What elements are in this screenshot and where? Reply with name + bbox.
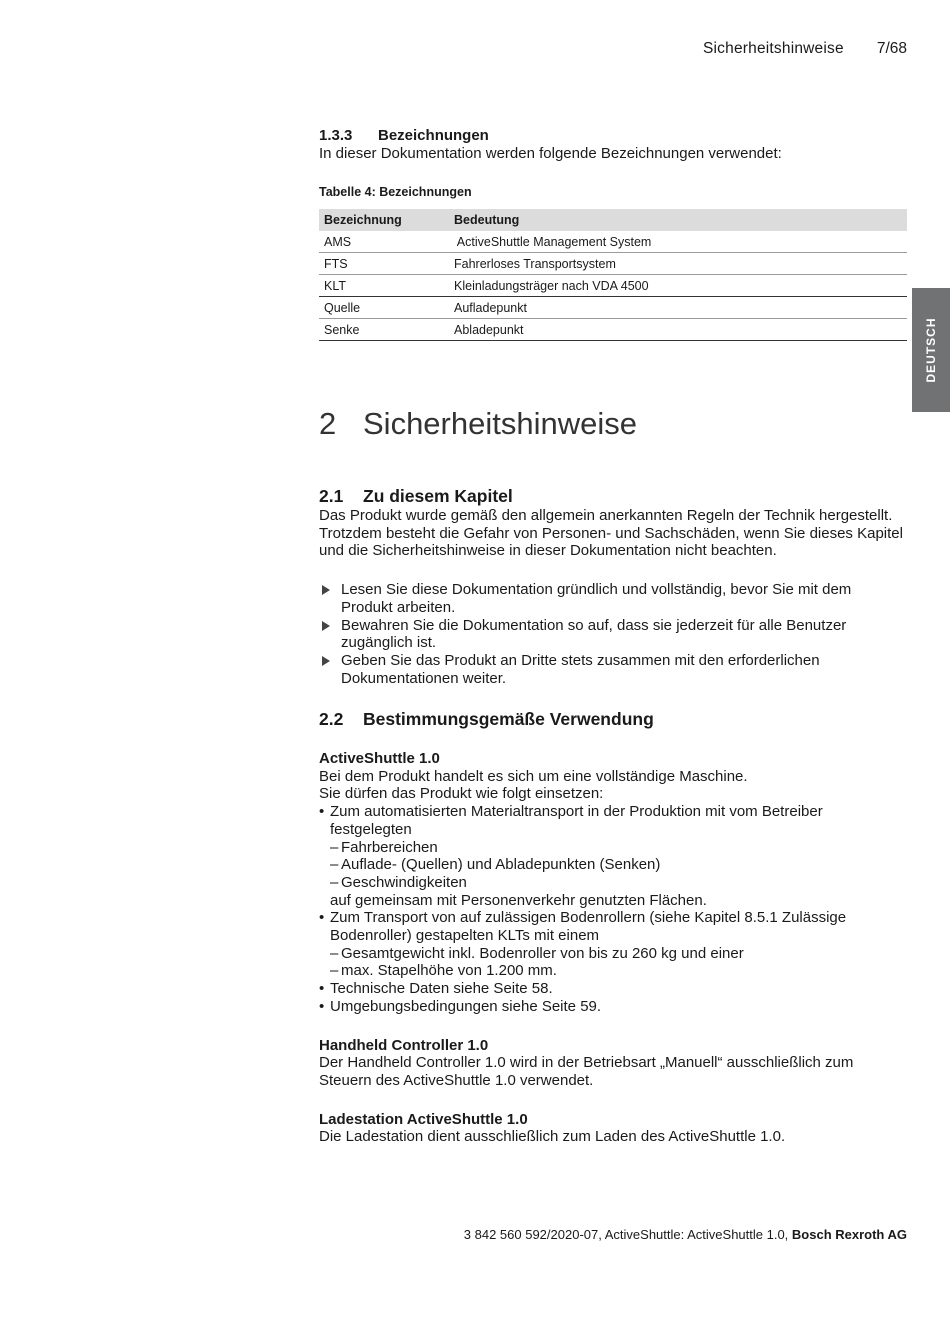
instruction-list	[319, 581, 907, 687]
station-block	[319, 1111, 907, 1146]
table-cell: Fahrerloses Transportsystem	[449, 253, 907, 275]
usage-dash-item: – Fahrbereichen	[319, 839, 907, 857]
table-row	[319, 297, 907, 319]
table-header-cell: Bezeichnung	[319, 209, 449, 231]
section-1-3-3-heading	[319, 127, 907, 145]
section-2-1-text: Das Produkt wurde gemäß den allgemein anerkannten Regeln der Technik hergestellt. Trotzdem besteht die Gefahr von Personen- und Sachschäden, wenn Sie dieses Kapitel und die Sicherheitshinweise in dieser Dokumentation nicht beachten.	[319, 507, 903, 560]
table-cell: KLT	[319, 275, 449, 297]
handheld-text: Der Handheld Controller 1.0 wird in der Betriebsart „Manuell“ ausschließlich zum Steuern des ActiveShuttle 1.0 verwendet.	[319, 1054, 854, 1089]
footer-doc-info: 3 842 560 592/2020-07, ActiveShuttle: ActiveShuttle 1.0,	[463, 1227, 792, 1242]
shuttle-line: Sie dürfen das Produkt wie folgt einsetzen:	[319, 785, 604, 803]
chapter-title	[319, 406, 637, 442]
footer-company: Bosch Rexroth AG	[791, 1227, 907, 1242]
usage-dash-item: – Auflade- (Quellen) und Abladepunkten (Senken)	[319, 856, 907, 874]
section-title: Bestimmungsgemäße Verwendung	[363, 709, 654, 729]
instruction-item: Lesen Sie diese Dokumentation gründlich und vollständig, bevor Sie mit dem Produkt arbeiten.	[319, 581, 907, 616]
usage-dash-item: – Gesamtgewicht inkl. Bodenroller von bis zu 260 kg und einer	[319, 945, 907, 963]
section-title: Zu diesem Kapitel	[363, 486, 513, 506]
shuttle-heading: ActiveShuttle 1.0	[319, 750, 440, 767]
section-number: 2.2	[319, 709, 344, 729]
station-heading: Ladestation ActiveShuttle 1.0	[319, 1110, 528, 1128]
table-caption: Tabelle 4: Bezeichnungen	[319, 185, 472, 199]
usage-bullet: • Umgebungsbedingungen siehe Seite 59.	[319, 998, 907, 1016]
section-1-3-3-text: In dieser Dokumentation werden folgende Bezeichnungen verwendet:	[319, 145, 782, 162]
table-cell: Abladepunkt	[449, 319, 907, 341]
table-cell: AMS	[319, 231, 449, 253]
table-row	[319, 253, 907, 275]
handheld-heading: Handheld Controller 1.0	[319, 1036, 489, 1054]
usage-dash-item: – Geschwindigkeiten	[319, 874, 907, 892]
chapter-number: 2	[319, 406, 337, 441]
table-header-cell: Bedeutung	[449, 209, 907, 231]
section-2-1-heading	[319, 486, 907, 507]
table-cell: Quelle	[319, 297, 449, 319]
table-cell: Senke	[319, 319, 449, 341]
instruction-item: Geben Sie das Produkt an Dritte stets zusammen mit den erforderlichen Dokumentationen weiter.	[319, 652, 907, 687]
handheld-block	[319, 1037, 907, 1090]
station-text: Die Ladestation dient ausschließlich zum Laden des ActiveShuttle 1.0.	[319, 1128, 786, 1146]
usage-continuation: auf gemeinsam mit Personenverkehr genutzten Flächen.	[330, 891, 707, 909]
usage-bullet: • Zum automatisierten Materialtransport in der Produktion mit vom Betreiber festgelegten	[319, 803, 907, 838]
usage-bullet: • Zum Transport von auf zulässigen Bodenrollern (siehe Kapitel 8.5.1 Zulässige Bodenroller) gestapelten KLTs mit einem	[319, 909, 907, 944]
usage-dash-item: – max. Stapelhöhe von 1.200 mm.	[319, 962, 907, 980]
page-number: 7/68	[876, 40, 907, 57]
table-row	[319, 231, 907, 253]
table-row	[319, 319, 907, 341]
table-cell: ActiveShuttle Management System	[449, 231, 907, 253]
instruction-item: Bewahren Sie die Dokumentation so auf, dass sie jederzeit für alle Benutzer zugänglich ist.	[319, 617, 907, 652]
terms-table	[319, 209, 907, 341]
section-1-3-3	[319, 127, 907, 163]
section-number: 2.1	[319, 486, 344, 506]
usage-bullet: • Technische Daten siehe Seite 58.	[319, 980, 907, 998]
page-footer	[464, 1227, 907, 1242]
shuttle-line: Bei dem Produkt handelt es sich um eine vollständige Maschine.	[319, 767, 748, 785]
section-number: 1.3.3	[319, 127, 353, 144]
language-tab-label: DEUTSCH	[924, 317, 938, 383]
shuttle-block	[319, 750, 907, 1016]
table-cell: Kleinladungsträger nach VDA 4500	[449, 275, 907, 297]
table-cell: FTS	[319, 253, 449, 275]
table-row	[319, 275, 907, 297]
running-header-title: Sicherheitshinweise	[703, 40, 844, 57]
table-header-row	[319, 209, 907, 231]
section-2-2-heading	[319, 709, 907, 730]
section-2-1	[319, 486, 907, 687]
chapter-name: Sicherheitshinweise	[363, 406, 637, 441]
section-2-2	[319, 709, 907, 1146]
table-cell: Aufladepunkt	[449, 297, 907, 319]
section-title: Bezeichnungen	[378, 127, 489, 144]
language-tab	[912, 288, 950, 412]
